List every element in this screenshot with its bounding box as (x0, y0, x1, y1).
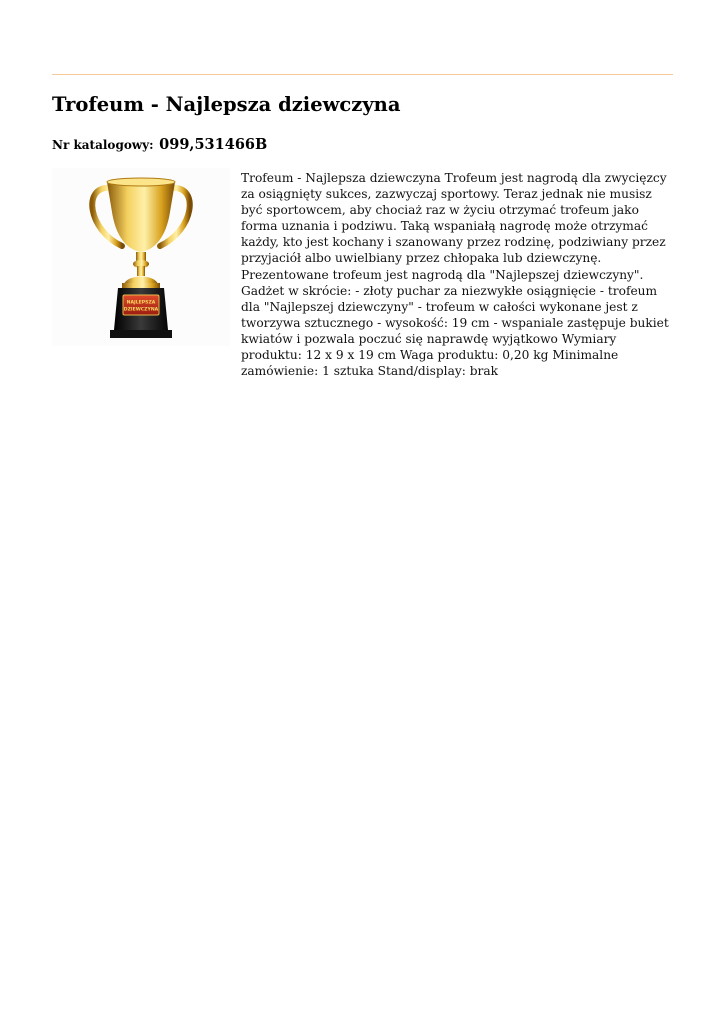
svg-text:NAJLEPSZA: NAJLEPSZA (126, 300, 156, 306)
page-title: Trofeum - Najlepsza dziewczyna (52, 93, 401, 116)
svg-text:DZIEWCZYNA: DZIEWCZYNA (123, 307, 159, 313)
product-description: Trofeum - Najlepsza dziewczyna Trofeum jest nagrodą dla zwycięzcy za osiągnięty sukces, zazwyczaj sportowy. Teraz jednak nie musisz być sportowcem, aby chociaż raz w życiu otrzymać trofeum jako forma uznania i podziwu. Taką wspaniałą nagrodę może otrzymać każdy, kto jest kochany i szanowany przez rodzinę, podziwiany przez przyjaciół albo uwielbiany przez chłopaka lub dziewczynę. Prezentowane trofeum jest nagrodą dla "Najlepszej dziewczyny". Gadżet w skrócie: - złoty puchar za niezwykłe osiągnięcie - trofeum dla "Najlepszej dziewczyny" - trofeum w całości wykonane jest z tworzywa sztucznego - wysokość: 19 cm - wspaniale zastępuje bukiet kwiatów i pozwala poczuć się naprawdę wyjątkowo Wymiary produktu: 12 x 9 x 19 cm Waga produktu: 0,20 kg Minimalne zamówienie: 1 sztuka Stand/display: brak (241, 171, 669, 379)
product-image (52, 168, 230, 346)
catalog-line (52, 134, 267, 153)
top-divider (52, 74, 673, 75)
catalog-number: 099,531466B (159, 136, 268, 153)
trophy-icon (52, 168, 230, 346)
catalog-label: Nr katalogowy: (52, 138, 154, 152)
